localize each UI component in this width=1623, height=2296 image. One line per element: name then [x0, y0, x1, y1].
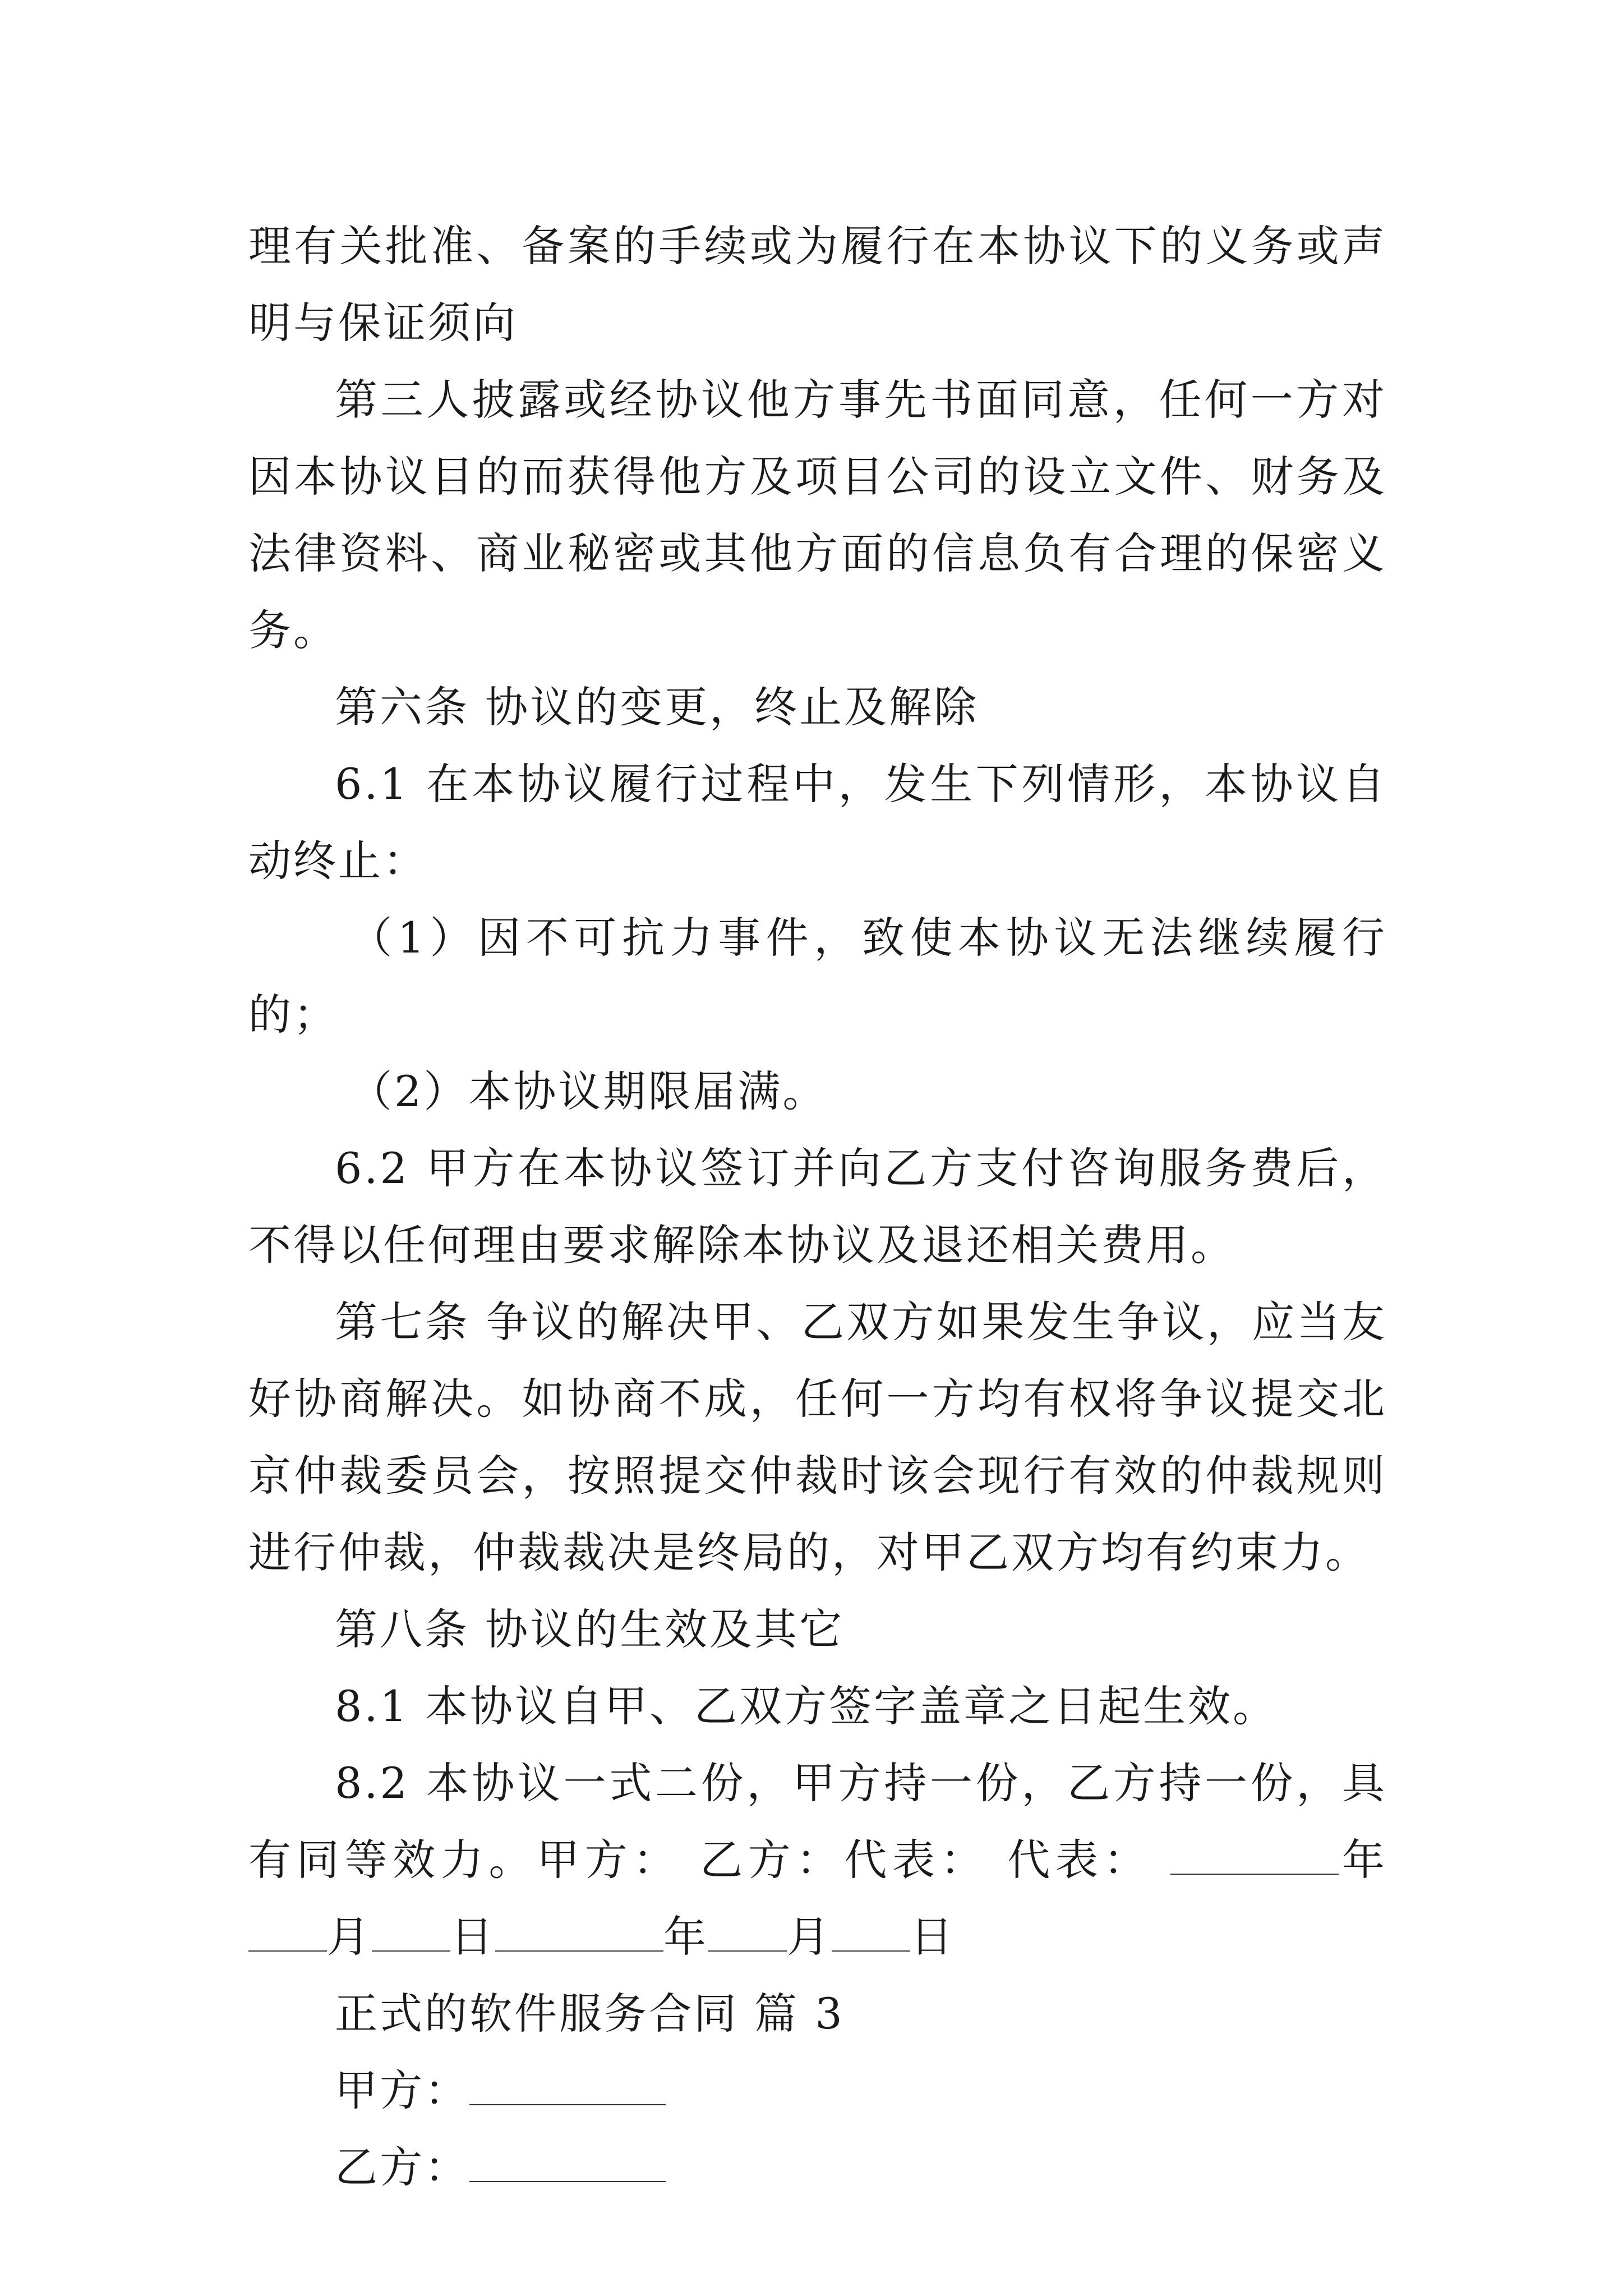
year-blank-a — [1170, 1834, 1339, 1875]
clause-6-2: 6.2 甲方在本协议签订并向乙方支付咨询服务费后，不得以任何理由要求解除本协议及退还相关费用。 — [248, 1143, 1387, 1270]
party-a-label: 甲方： — [335, 2065, 469, 2115]
year-label-b: 年 — [663, 1912, 708, 1962]
contract-3-title: 正式的软件服务合同 篇 3 — [335, 1989, 845, 2039]
month-blank-a — [248, 1911, 327, 1952]
party-a-line — [248, 2052, 1387, 2129]
section-7-paragraph: 第七条 争议的解决甲、乙双方如果发生争议，应当友好协商解决。如协商不成，任何一方均有权将争议提交北京仲裁委员会，按照提交仲裁时该会现行有效的仲裁规则进行仲裁，仲裁裁决是终局的，对甲乙双方均有约束力。 — [248, 1297, 1387, 1577]
month-label-a: 月 — [327, 1912, 372, 1962]
year-blank-b — [495, 1911, 663, 1952]
month-blank-b — [708, 1911, 787, 1952]
paragraph-1: 理有关批准、备案的手续或为履行在本协议下的义务或声明与保证须向 — [248, 221, 1387, 348]
day-blank-b — [832, 1911, 910, 1952]
party-b-label: 乙方： — [335, 2142, 469, 2192]
document-body — [248, 208, 1387, 2206]
clause-8-2-text: 8.2 本协议一式二份，甲方持一份，乙方持一份，具有同等效力。甲方： 乙方：代表： 代表： — [248, 1758, 1387, 1885]
day-blank-a — [372, 1911, 450, 1952]
clause-8-1: 8.1 本协议自甲、乙双方签字盖章之日起生效。 — [335, 1681, 1278, 1731]
clause-8-2 — [248, 1745, 1387, 1975]
year-label-a: 年 — [1339, 1835, 1387, 1885]
day-label-a: 日 — [450, 1912, 495, 1962]
party-b-line — [248, 2129, 1387, 2206]
section-6-heading: 第六条 协议的变更，终止及解除 — [335, 682, 979, 732]
paragraph-2: 第三人披露或经协议他方事先书面同意，任何一方对因本协议目的而获得他方及项目公司的设立文件、财务及法律资料、商业秘密或其他方面的信息负有合理的保密义务。 — [248, 375, 1387, 655]
month-label-b: 月 — [787, 1912, 832, 1962]
clause-6-1-item-2: （2）本协议期限届满。 — [349, 1066, 828, 1116]
party-a-blank — [469, 2065, 666, 2105]
clause-6-1: 6.1 在本协议履行过程中，发生下列情形，本协议自动终止： — [248, 759, 1387, 886]
clause-6-1-item-1: （1）因不可抗力事件，致使本协议无法继续履行的； — [248, 913, 1387, 1039]
section-8-heading: 第八条 协议的生效及其它 — [335, 1604, 845, 1654]
party-b-blank — [469, 2142, 666, 2182]
day-label-b: 日 — [910, 1912, 955, 1962]
